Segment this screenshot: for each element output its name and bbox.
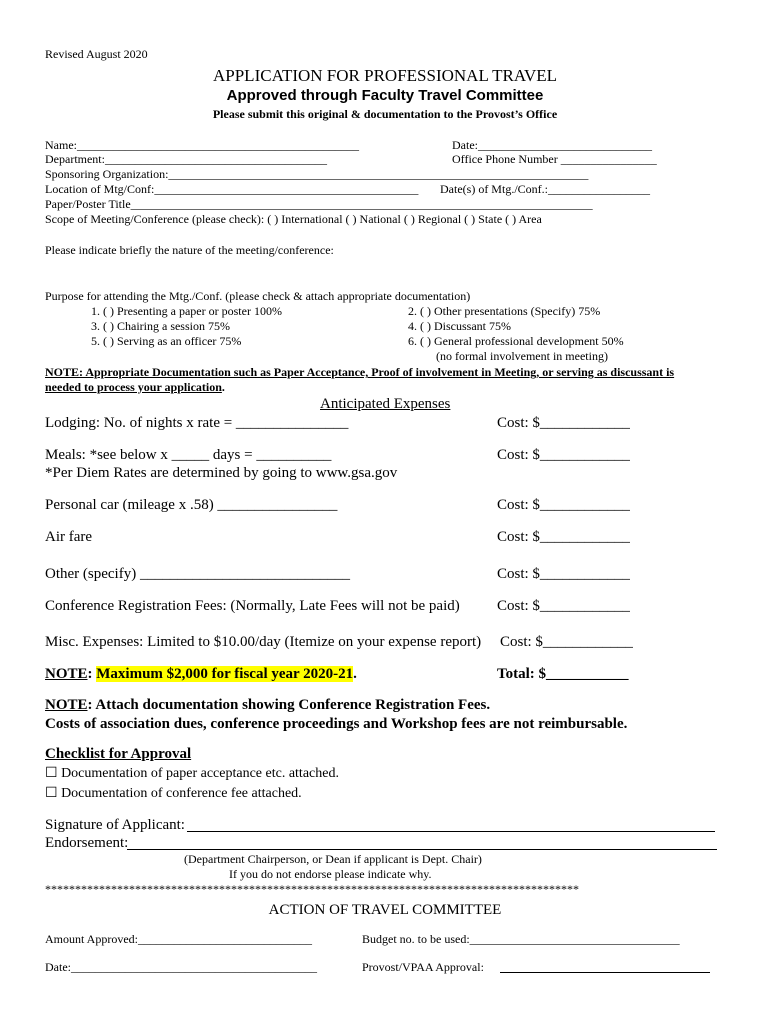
checklist-item-label: Documentation of paper acceptance etc. attached. bbox=[61, 766, 339, 781]
form-subtitle: Approved through Faculty Travel Committee bbox=[226, 87, 544, 104]
checkbox-icon[interactable]: ☐ bbox=[45, 766, 58, 781]
sponsoring-org-field[interactable]: Sponsoring Organization:______________________________________________________________________ bbox=[45, 167, 589, 181]
maximum-note-text: Maximum $2,000 for fiscal year 2020-21 bbox=[96, 666, 354, 682]
purpose-option-6[interactable]: 6. ( ) General professional development 50% bbox=[408, 334, 624, 348]
endorsement-line[interactable] bbox=[127, 849, 717, 850]
form-title: APPLICATION FOR PROFESSIONAL TRAVEL bbox=[213, 66, 557, 85]
documentation-note-line2 bbox=[45, 381, 225, 395]
attach-note-label: NOTE bbox=[45, 697, 88, 713]
purpose-heading: Purpose for attending the Mtg./Conf. (please check & attach appropriate documentation) bbox=[45, 289, 471, 303]
maximum-note-colon: : bbox=[87, 666, 97, 682]
documentation-note-period: . bbox=[221, 380, 225, 394]
attach-note-text: : Attach documentation showing Conference Registration Fees. bbox=[87, 697, 491, 713]
documentation-note-line1: NOTE: Appropriate Documentation such as Paper Acceptance, Proof of involvement in Meeting, or serving as discussant is bbox=[45, 365, 675, 379]
applicant-signature-line[interactable] bbox=[187, 831, 715, 832]
lodging-cost[interactable]: Cost: $____________ bbox=[497, 415, 630, 431]
scope-field[interactable]: Scope of Meeting/Conference (please check): ( ) International ( ) National ( ) Regional ( ) State ( ) Area bbox=[45, 212, 542, 226]
registration-fees-cost[interactable]: Cost: $____________ bbox=[497, 598, 630, 614]
purpose-option-2[interactable]: 2. ( ) Other presentations (Specify) 75% bbox=[408, 304, 601, 318]
date-field[interactable]: Date:_____________________________ bbox=[452, 138, 652, 152]
misc-expenses-cost[interactable]: Cost: $____________ bbox=[500, 634, 633, 650]
endorsement-label: Endorsement: bbox=[45, 835, 129, 851]
total-cost[interactable]: Total: $___________ bbox=[497, 666, 629, 682]
lodging-field[interactable]: Lodging: No. of nights x rate = _______________ bbox=[45, 415, 349, 431]
name-field[interactable]: Name:_______________________________________________ bbox=[45, 138, 359, 152]
nature-prompt: Please indicate briefly the nature of the meeting/conference: bbox=[45, 243, 334, 257]
meals-field[interactable]: Meals: *see below x _____ days = __________ bbox=[45, 447, 332, 463]
maximum-note bbox=[45, 666, 357, 683]
per-diem-note: *Per Diem Rates are determined by going to www.gsa.gov bbox=[45, 465, 398, 481]
other-cost[interactable]: Cost: $____________ bbox=[497, 566, 630, 582]
amount-approved-field[interactable]: Amount Approved:_____________________________ bbox=[45, 932, 312, 946]
provost-approval-label: Provost/VPAA Approval: bbox=[362, 960, 484, 974]
checkbox-icon[interactable]: ☐ bbox=[45, 786, 58, 801]
star-divider: ***************************************************************************************** bbox=[45, 882, 579, 896]
purpose-option-5[interactable]: 5. ( ) Serving as an officer 75% bbox=[91, 334, 242, 348]
no-endorse-note: If you do not endorse please indicate why. bbox=[229, 867, 432, 881]
other-field[interactable]: Other (specify) ____________________________ bbox=[45, 566, 350, 582]
registration-fees-label: Conference Registration Fees: (Normally, Late Fees will not be paid) bbox=[45, 598, 460, 614]
committee-date-field[interactable]: Date:_________________________________________ bbox=[45, 960, 317, 974]
maximum-note-period: . bbox=[353, 666, 357, 682]
air-fare-cost[interactable]: Cost: $____________ bbox=[497, 529, 630, 545]
department-chair-note: (Department Chairperson, or Dean if applicant is Dept. Chair) bbox=[184, 852, 482, 866]
not-reimbursable-note: Costs of association dues, conference proceedings and Workshop fees are not reimbursable. bbox=[45, 716, 628, 732]
submit-instruction: Please submit this original & documentation to the Provost’s Office bbox=[212, 107, 558, 121]
dates-of-meeting-field[interactable]: Date(s) of Mtg./Conf.:_________________ bbox=[440, 182, 650, 196]
department-field[interactable]: Department:_____________________________________ bbox=[45, 152, 327, 166]
personal-car-cost[interactable]: Cost: $____________ bbox=[497, 497, 630, 513]
documentation-note-text: needed to process your application bbox=[45, 380, 222, 394]
purpose-option-6-note: (no formal involvement in meeting) bbox=[436, 349, 608, 363]
maximum-note-label: NOTE bbox=[45, 666, 88, 682]
air-fare-label: Air fare bbox=[45, 529, 93, 545]
purpose-option-4[interactable]: 4. ( ) Discussant 75% bbox=[408, 319, 511, 333]
meals-cost[interactable]: Cost: $____________ bbox=[497, 447, 630, 463]
office-phone-field[interactable]: Office Phone Number ________________ bbox=[452, 152, 657, 166]
provost-approval-line[interactable] bbox=[500, 972, 710, 973]
anticipated-expenses-heading: Anticipated Expenses bbox=[320, 396, 451, 412]
misc-expenses-label: Misc. Expenses: Limited to $10.00/day (Itemize on your expense report) bbox=[45, 634, 482, 650]
checklist-item-label: Documentation of conference fee attached. bbox=[61, 786, 302, 801]
committee-heading: ACTION OF TRAVEL COMMITTEE bbox=[268, 902, 502, 918]
paper-title-field[interactable]: Paper/Poster Title_____________________________________________________________________________ bbox=[45, 197, 593, 211]
personal-car-field[interactable]: Personal car (mileage x .58) ________________ bbox=[45, 497, 338, 513]
location-field[interactable]: Location of Mtg/Conf:____________________________________________ bbox=[45, 182, 419, 196]
purpose-option-3[interactable]: 3. ( ) Chairing a session 75% bbox=[91, 319, 230, 333]
attach-note bbox=[45, 697, 490, 714]
checklist-item-paper bbox=[45, 766, 339, 782]
checklist-heading: Checklist for Approval bbox=[45, 746, 192, 762]
revised-date: Revised August 2020 bbox=[45, 47, 148, 61]
purpose-option-1[interactable]: 1. ( ) Presenting a paper or poster 100% bbox=[91, 304, 282, 318]
budget-number-field[interactable]: Budget no. to be used:___________________________________ bbox=[362, 932, 680, 946]
applicant-signature-label: Signature of Applicant: bbox=[45, 817, 185, 833]
checklist-item-fee bbox=[45, 786, 302, 802]
